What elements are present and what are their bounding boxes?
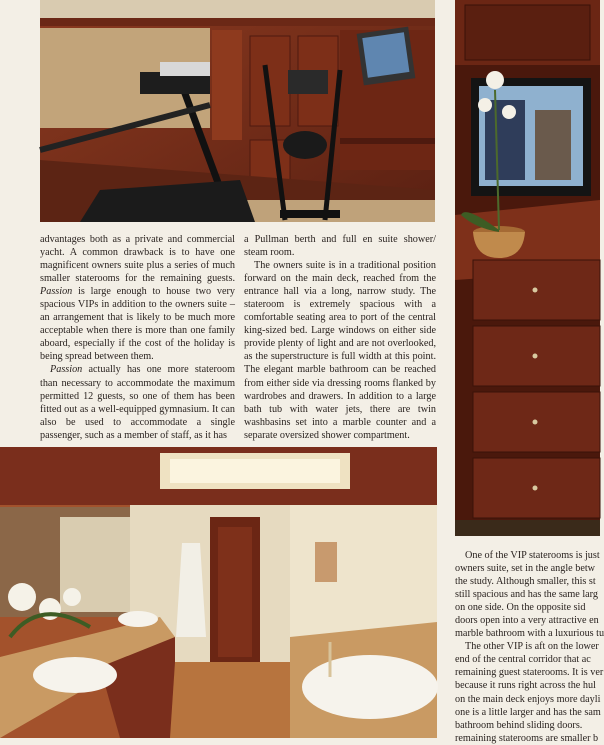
text-line: end of the central corridor that ac <box>455 654 591 666</box>
text-line: remaining staterooms are smaller b <box>455 732 599 744</box>
yacht-name: Passion <box>40 286 73 298</box>
text-line: remaining guest staterooms. It is ver <box>455 667 604 679</box>
yacht-name: Passion <box>50 364 83 376</box>
text-line: owners suite, set in the angle betw <box>455 563 596 575</box>
article-middle-column <box>244 233 436 442</box>
orchid-icon <box>455 0 600 536</box>
cabinet-photo <box>455 0 600 536</box>
text-run: actually has one more stateroom than necessary to accommodate the maximum permitted 12 guests, so one of them has been fitted out as a well-equipped gymnasium. It can also be used to accommodate a single passenger, such as a member of staff, as it has <box>40 364 235 441</box>
text-line: The other VIP is aft on the lower <box>465 641 599 653</box>
text-line: one is a little larger and has the sam <box>455 706 601 718</box>
text-line: One of the VIP staterooms is just <box>465 550 600 561</box>
paragraph <box>40 233 235 363</box>
paragraph <box>40 363 235 441</box>
gym-photo <box>40 0 435 222</box>
paragraph: a Pullman berth and full en suite shower/ steam room. <box>244 234 436 259</box>
article-right-column <box>455 549 604 744</box>
text-line: the study. Although smaller, this st <box>455 576 596 588</box>
text-run: is large enough to house two very spacious VIPs in addition to the owners suite – an arrangement that is likely to be much more acceptable when there is more than one family aboard, especially if the cost of the holiday is being spread between them. <box>40 286 235 363</box>
bathtub-icon <box>0 447 437 738</box>
paragraph: The owners suite is in a traditional position forward on the main deck, reached from the entrance hall via a long, narrow study. The stateroom is extremely spacious with a comfortable seating area to port of the central king-sized bed. Large windows on either side provide plenty of light and are not overlooked, as the superstructure is full width at this point. The elegant marble bathroom can be reached from either side via dressing rooms flanked by wardrobes and drawers. In addition to a large bath tub with water jets, there are twin washbasins set into a marble counter and a separate oversized shower compartment. <box>244 260 436 441</box>
text-line: doors open into a very attractive en <box>455 615 599 627</box>
text-run: advantages both as a private and commercial yacht. A common drawback is to have one magnificent owners suite plus a series of much smaller staterooms for the remaining guests. <box>40 234 235 285</box>
article-left-column <box>40 233 235 442</box>
text-line: because it runs right across the hul <box>455 680 596 692</box>
treadmill-icon <box>40 0 435 222</box>
bathroom-photo <box>0 447 437 738</box>
text-line: bathroom behind sliding doors. <box>455 719 583 731</box>
text-line: on one side. On the opposite sid <box>455 602 586 614</box>
text-line: marble bathroom with a luxurious tu <box>455 628 604 640</box>
text-line: on the main deck enjoys more dayli <box>455 693 601 705</box>
text-line: still spacious and has the same larg <box>455 589 598 601</box>
